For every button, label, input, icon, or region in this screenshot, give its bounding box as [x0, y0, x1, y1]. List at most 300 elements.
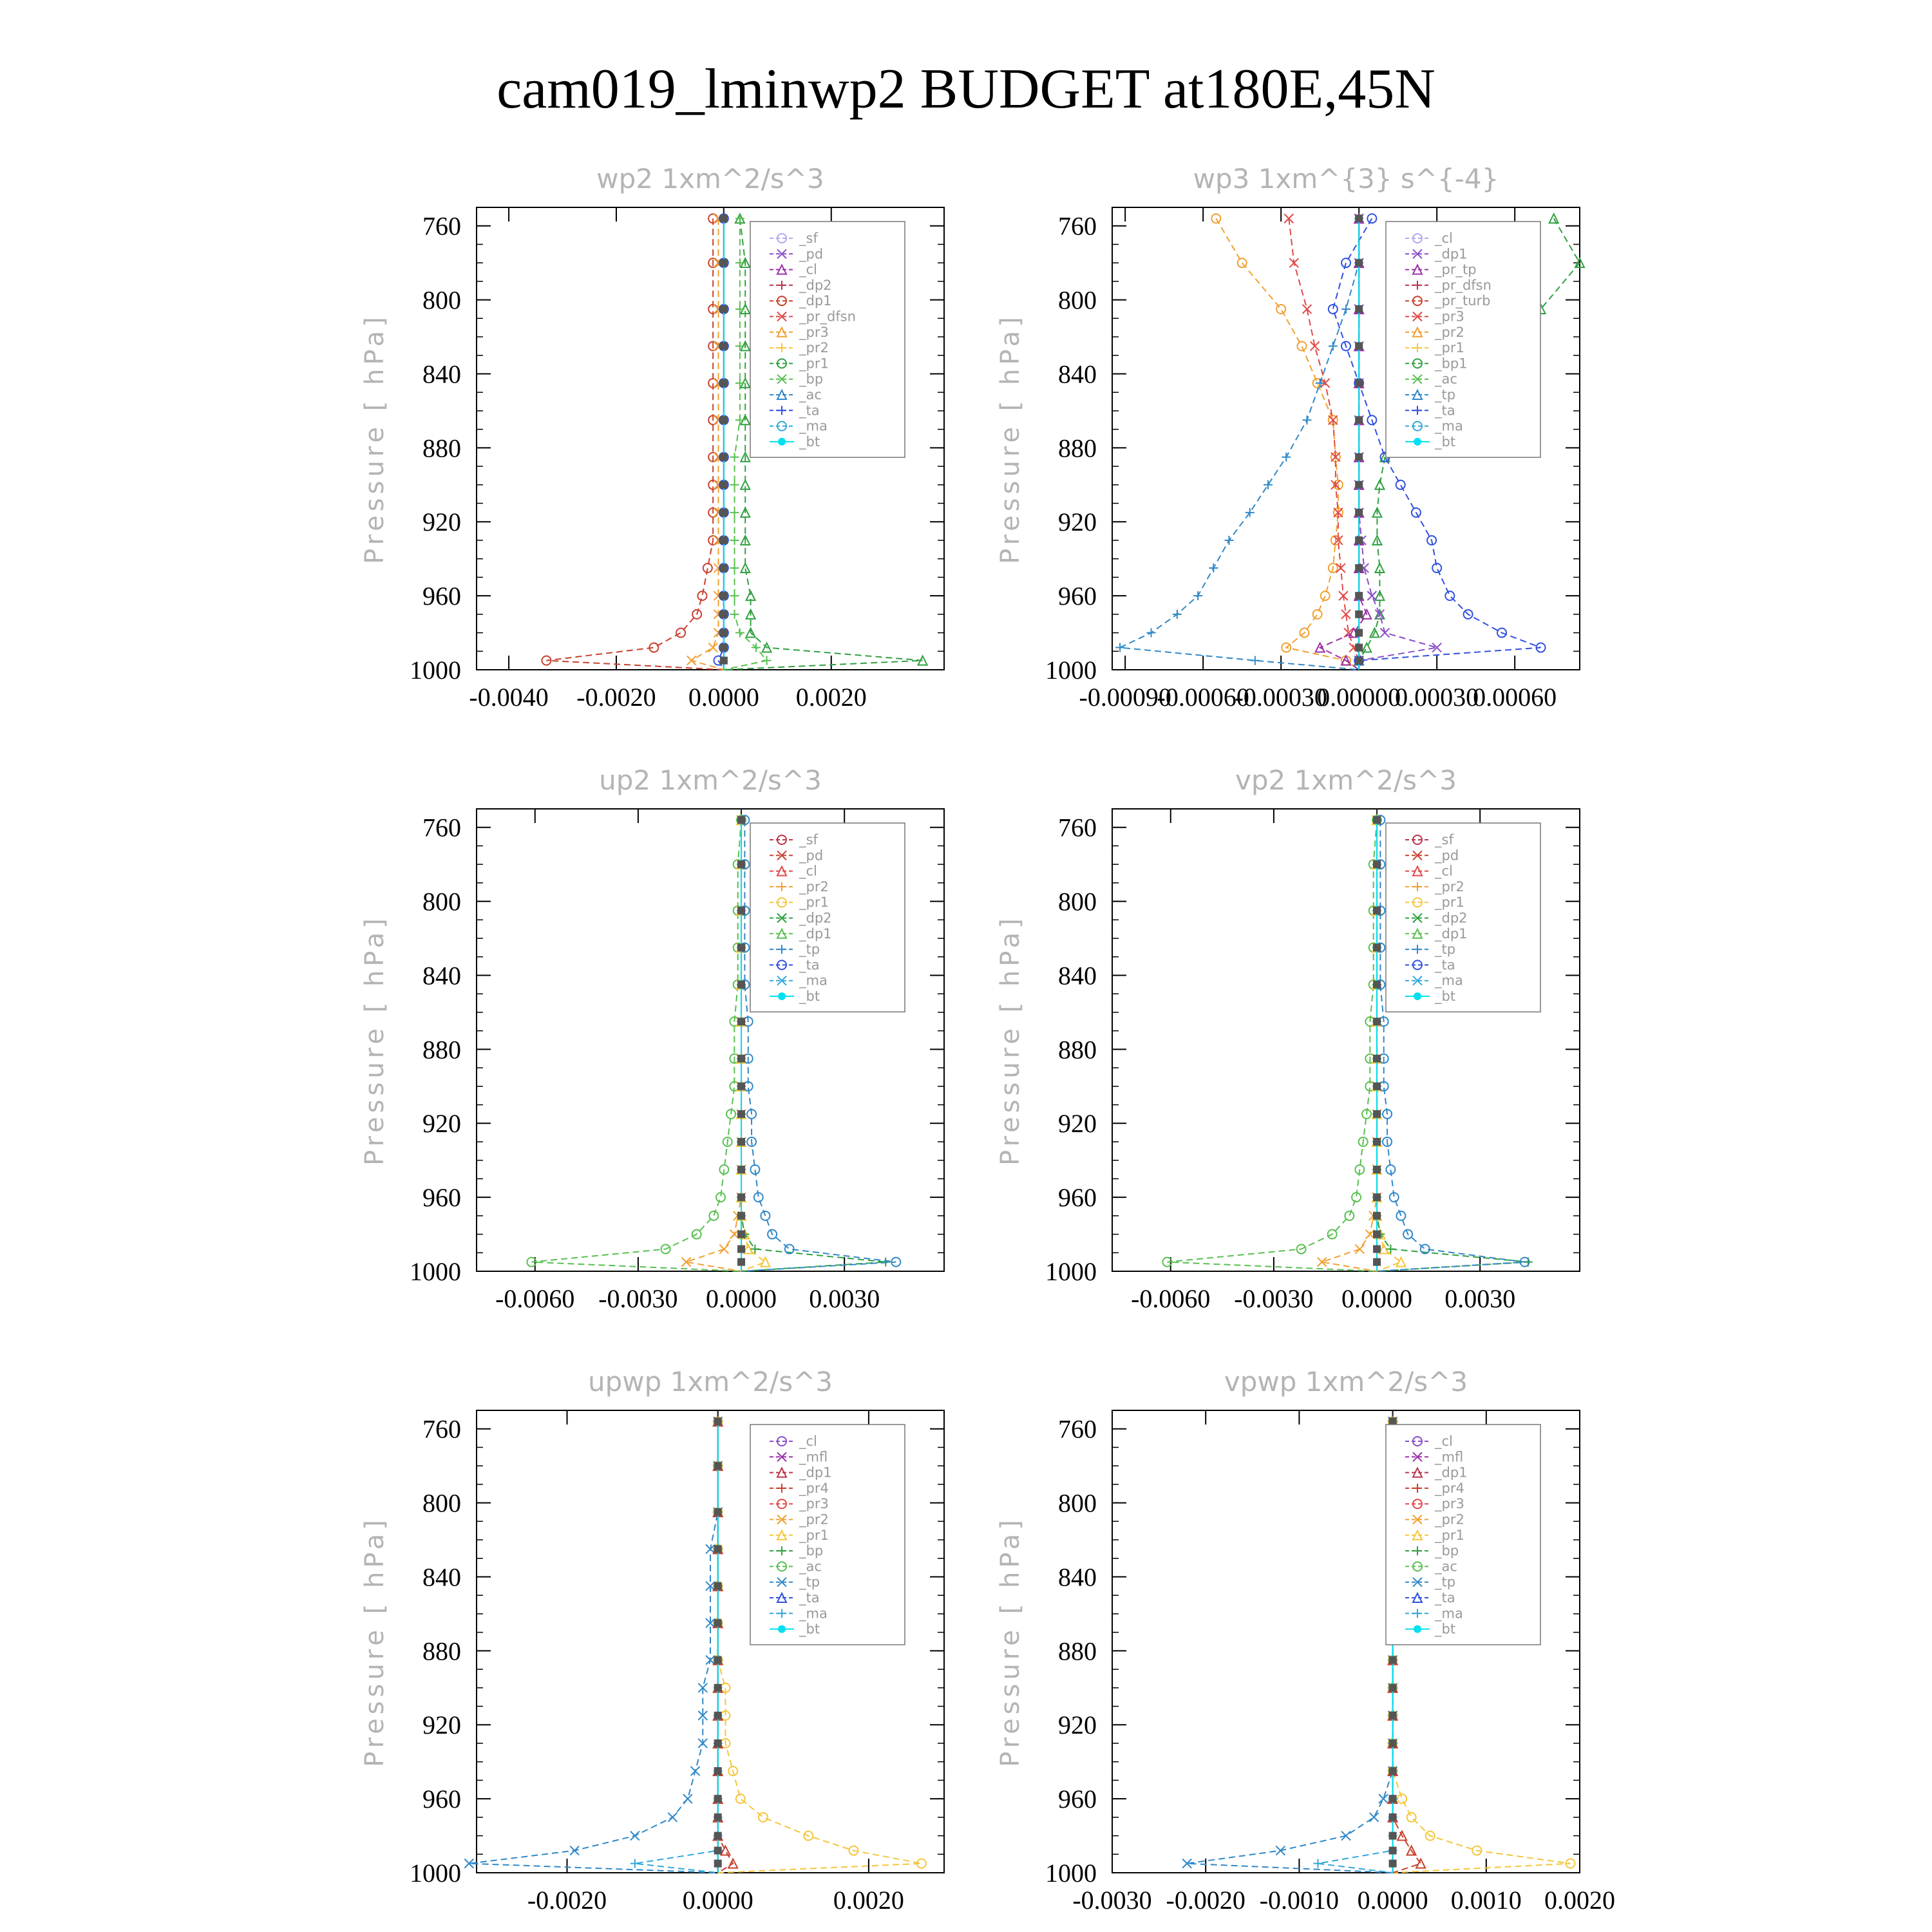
- panel-title: vp2 1xm^2/s^3: [1235, 764, 1457, 796]
- data-point: [1367, 591, 1376, 600]
- data-point: [1355, 453, 1363, 461]
- legend-label: _bp: [799, 1543, 824, 1559]
- data-point: [1355, 644, 1363, 652]
- data-point: [1389, 1847, 1397, 1855]
- data-point: [737, 907, 745, 914]
- x-tick-label: 0.0020: [833, 1886, 904, 1915]
- data-point: [1282, 453, 1291, 462]
- y-tick-label: 1000: [410, 1859, 461, 1888]
- legend-label: _ac: [799, 1558, 822, 1575]
- data-point: [1355, 564, 1363, 572]
- data-point: [720, 379, 728, 387]
- data-point: [720, 536, 728, 544]
- data-point: [714, 1619, 722, 1627]
- series-bt: [714, 1417, 722, 1873]
- data-point: [737, 1258, 745, 1266]
- legend-label: _pr2: [1435, 1511, 1464, 1528]
- data-point: [714, 1417, 722, 1425]
- x-tick-label: 0.0000: [688, 683, 759, 712]
- legend-label: _tp: [799, 1574, 820, 1590]
- y-tick-label: 840: [422, 961, 461, 990]
- series-dp1: [542, 214, 723, 670]
- data-point: [730, 480, 739, 489]
- legend-label: _dp1: [799, 1464, 832, 1481]
- y-axis-label: Pressure [ hPa]: [360, 914, 390, 1166]
- data-point: [1373, 1018, 1381, 1025]
- legend-label: _bt: [1435, 1621, 1456, 1637]
- legend-label: _sf: [1435, 832, 1454, 848]
- data-point: [1115, 643, 1124, 652]
- legend-label: _pr1: [799, 1527, 829, 1543]
- data-point: [1389, 1832, 1397, 1840]
- data-point: [1373, 1258, 1381, 1266]
- figure-title: cam019_lminwp2 BUDGET at180E,45N: [497, 58, 1435, 120]
- data-point: [1276, 305, 1285, 314]
- legend-label: _ta: [1435, 957, 1455, 973]
- legend-label: _dp1: [1435, 1464, 1468, 1481]
- legend-label: _pr3: [1435, 1496, 1464, 1512]
- data-point: [1373, 1231, 1381, 1238]
- data-point: [737, 1166, 745, 1173]
- data-point: [1355, 657, 1363, 665]
- y-tick-label: 840: [1058, 1562, 1097, 1592]
- data-point: [1381, 629, 1390, 638]
- legend-label: _ma: [1435, 1605, 1463, 1622]
- data-point: [714, 1832, 722, 1840]
- y-tick-label: 760: [1058, 813, 1097, 842]
- legend-label: _bt: [799, 989, 820, 1004]
- legend-label: _cl: [1435, 863, 1453, 879]
- data-point: [1238, 258, 1247, 267]
- legend-label: _dp1: [1435, 925, 1468, 942]
- x-tick-label: -0.0060: [1131, 1284, 1211, 1313]
- data-point: [720, 453, 728, 461]
- data-point: [1341, 1832, 1350, 1841]
- series-line: [1167, 820, 1377, 1271]
- data-point: [1389, 1739, 1397, 1747]
- series-tp: [464, 1417, 722, 1873]
- data-point: [1313, 1859, 1322, 1868]
- x-tick-label: 0.00030: [1395, 683, 1479, 712]
- data-point: [714, 1847, 722, 1855]
- data-point: [719, 1245, 728, 1254]
- legend-label: _pr2: [799, 340, 829, 356]
- legend-label: _cl: [799, 261, 817, 278]
- legend-label: _pr_tp: [1435, 261, 1477, 278]
- legend-label: _ma: [799, 1605, 828, 1622]
- data-point: [735, 415, 744, 424]
- data-point: [714, 1462, 722, 1470]
- data-point: [735, 629, 744, 638]
- data-point: [1445, 591, 1454, 600]
- legend-label: _sf: [799, 231, 818, 246]
- x-tick-label: -0.0030: [1234, 1284, 1314, 1313]
- legend-label: _tp: [1435, 1574, 1456, 1590]
- legend-label: _pr4: [799, 1480, 829, 1496]
- series-pr3: [1284, 214, 1363, 670]
- legend-label: _ta: [799, 402, 820, 419]
- data-point: [1251, 656, 1260, 665]
- y-tick-label: 840: [1058, 359, 1097, 389]
- y-tick-label: 1000: [410, 1257, 461, 1286]
- data-point: [720, 629, 728, 637]
- data-point: [737, 1083, 745, 1090]
- data-point: [735, 379, 744, 388]
- panel-title: wp3 1xm^{3} s^{-4}: [1193, 163, 1499, 194]
- panel-6: [996, 1366, 1615, 1915]
- y-tick-label: 840: [1058, 961, 1097, 990]
- legend-label: _sf: [799, 832, 818, 848]
- series-bt: [720, 214, 728, 670]
- series-line: [687, 820, 741, 1271]
- panel-4: [996, 764, 1580, 1313]
- legend-label: _ma: [1435, 972, 1463, 989]
- legend-label: _pr1: [1435, 340, 1464, 356]
- x-tick-label: 0.00060: [1473, 683, 1557, 712]
- data-point: [1416, 1859, 1425, 1868]
- legend-label: _ta: [799, 1590, 820, 1605]
- series-pr4: [714, 1417, 737, 1873]
- legend-label: _dp2: [1435, 910, 1468, 926]
- y-tick-label: 920: [1058, 507, 1097, 537]
- data-point: [1389, 1860, 1397, 1868]
- x-tick-label: -0.0020: [1166, 1886, 1245, 1915]
- y-tick-label: 840: [422, 359, 461, 389]
- y-tick-label: 760: [1058, 1414, 1097, 1444]
- data-point: [1147, 629, 1156, 638]
- legend-label: _bp: [1435, 1543, 1459, 1559]
- legend-label: _tp: [799, 942, 820, 958]
- y-tick-label: 1000: [1045, 1257, 1097, 1286]
- x-tick-label: 0.0010: [1450, 1886, 1522, 1915]
- data-point: [737, 1055, 745, 1063]
- series-tp: [1115, 214, 1363, 670]
- legend-label: _bp: [799, 371, 824, 387]
- data-point: [1373, 816, 1381, 824]
- y-tick-label: 920: [422, 1710, 461, 1740]
- x-tick-label: -0.00060: [1157, 683, 1249, 712]
- data-point: [1209, 564, 1218, 573]
- data-point: [1389, 1684, 1397, 1692]
- data-point: [1341, 305, 1350, 314]
- series-line: [692, 218, 724, 670]
- data-point: [1373, 1193, 1381, 1201]
- data-point: [720, 416, 728, 424]
- data-point: [1373, 1166, 1381, 1173]
- x-tick-label: 0.0000: [1357, 1886, 1428, 1915]
- y-axis-label: Pressure [ hPa]: [996, 1516, 1025, 1767]
- legend-label: _dp2: [799, 910, 832, 926]
- data-point: [720, 305, 728, 313]
- data-point: [1355, 416, 1363, 424]
- data-point: [1389, 1712, 1397, 1719]
- data-point: [1276, 1846, 1285, 1855]
- legend-label: _bt: [1435, 433, 1456, 450]
- panel-title: vpwp 1xm^2/s^3: [1224, 1366, 1468, 1397]
- legend-label: _pr1: [1435, 1527, 1464, 1543]
- y-tick-label: 800: [1058, 285, 1097, 315]
- series-ta: [714, 214, 728, 670]
- y-tick-label: 920: [1058, 1710, 1097, 1740]
- data-point: [737, 1231, 745, 1238]
- legend-marker: [778, 1625, 786, 1633]
- legend-label: _cl: [1435, 231, 1453, 246]
- series-line: [635, 1421, 718, 1873]
- legend-label: _pr2: [1435, 324, 1464, 340]
- data-point: [735, 341, 744, 350]
- y-tick-label: 800: [422, 1488, 461, 1518]
- y-tick-label: 800: [1058, 1488, 1097, 1518]
- legend-label: _cl: [799, 1434, 817, 1449]
- data-point: [1370, 1813, 1379, 1822]
- legend-marker: [778, 438, 786, 446]
- data-point: [668, 1813, 677, 1822]
- data-point: [1303, 415, 1312, 424]
- data-point: [714, 1767, 722, 1775]
- x-tick-label: -0.00090: [1079, 683, 1171, 712]
- legend-label: _ac: [799, 387, 822, 402]
- series-dp1: [527, 815, 746, 1271]
- data-point: [1316, 379, 1325, 388]
- y-axis-label: Pressure [ hPa]: [996, 313, 1025, 564]
- legend-label: _ta: [1435, 1590, 1455, 1605]
- data-point: [737, 1245, 745, 1253]
- data-point: [1389, 1656, 1397, 1664]
- legend-label: _pr3: [1435, 308, 1464, 325]
- legend-label: _cl: [1435, 1434, 1453, 1449]
- data-point: [720, 564, 728, 572]
- data-point: [720, 214, 728, 222]
- data-point: [1355, 611, 1363, 618]
- x-tick-label: -0.0040: [469, 683, 549, 712]
- data-point: [714, 1545, 722, 1553]
- data-point: [630, 1832, 639, 1841]
- legend-marker: [1414, 992, 1421, 1000]
- y-tick-label: 1000: [1045, 656, 1097, 685]
- data-point: [1311, 341, 1320, 350]
- data-point: [735, 258, 744, 267]
- data-point: [1355, 379, 1363, 387]
- data-point: [720, 657, 728, 665]
- data-point: [720, 509, 728, 516]
- series-line: [1322, 820, 1377, 1271]
- data-point: [720, 592, 728, 600]
- legend-label: _pr3: [799, 324, 829, 340]
- series-line: [718, 1421, 733, 1873]
- data-point: [730, 508, 739, 517]
- data-point: [1355, 592, 1363, 600]
- data-point: [730, 610, 739, 619]
- data-point: [1397, 1794, 1406, 1803]
- data-point: [1362, 643, 1371, 652]
- legend-label: _ta: [1435, 402, 1455, 419]
- data-point: [1389, 1814, 1397, 1821]
- data-point: [1373, 907, 1381, 914]
- data-point: [1303, 305, 1312, 314]
- data-point: [1345, 1211, 1354, 1220]
- data-point: [1396, 480, 1405, 489]
- data-point: [762, 656, 772, 665]
- data-point: [1407, 1813, 1416, 1822]
- data-point: [676, 629, 685, 638]
- y-tick-label: 1000: [1045, 1859, 1097, 1888]
- x-tick-label: 0.0000: [1341, 1284, 1413, 1313]
- data-point: [737, 1110, 745, 1118]
- legend-marker: [778, 992, 786, 1000]
- data-point: [737, 981, 745, 989]
- data-point: [1389, 1767, 1397, 1775]
- series-line: [546, 218, 723, 670]
- legend-label: _mfl: [799, 1449, 828, 1465]
- panel-title: wp2 1xm^2/s^3: [596, 163, 824, 194]
- x-tick-label: -0.0020: [576, 683, 656, 712]
- legend-label: _pd: [799, 246, 824, 262]
- data-point: [737, 1193, 745, 1201]
- data-point: [714, 1656, 722, 1664]
- legend-label: _tp: [1435, 387, 1456, 402]
- x-tick-label: -0.0030: [1072, 1886, 1152, 1915]
- legend-label: _pr2: [799, 1511, 829, 1528]
- series-line: [1320, 218, 1367, 670]
- y-tick-label: 800: [422, 285, 461, 315]
- series-pr_tp: [1316, 214, 1372, 670]
- legend-label: _pr3: [799, 1496, 829, 1512]
- y-tick-label: 880: [422, 433, 461, 463]
- legend-label: _ma: [799, 972, 828, 989]
- y-tick-label: 960: [1058, 1183, 1097, 1213]
- x-tick-label: -0.0020: [527, 1886, 607, 1915]
- y-tick-label: 880: [422, 1636, 461, 1666]
- y-tick-label: 760: [1058, 211, 1097, 241]
- legend-label: _dp2: [799, 277, 832, 293]
- data-point: [730, 591, 739, 600]
- y-tick-label: 880: [1058, 1636, 1097, 1666]
- data-point: [714, 1684, 722, 1692]
- data-point: [1225, 536, 1234, 545]
- data-point: [1355, 509, 1363, 516]
- y-tick-label: 920: [422, 507, 461, 537]
- legend-label: _bt: [799, 433, 820, 450]
- panel-2: [996, 163, 1584, 712]
- data-point: [730, 536, 739, 545]
- data-point: [736, 1794, 745, 1803]
- x-tick-label: -0.00030: [1235, 683, 1327, 712]
- data-point: [708, 643, 717, 652]
- series-pr2: [682, 815, 746, 1271]
- data-point: [737, 816, 745, 824]
- legend-label: _ta: [799, 957, 820, 973]
- panel-1: [360, 163, 944, 712]
- data-point: [720, 481, 728, 489]
- series-line: [531, 820, 741, 1271]
- data-point: [691, 1766, 700, 1776]
- series-dp1: [1162, 815, 1381, 1271]
- data-point: [1373, 1055, 1381, 1063]
- legend-label: _ac: [1435, 371, 1457, 387]
- legend-label: _pr1: [1435, 895, 1464, 911]
- legend-label: _pr4: [1435, 1480, 1464, 1496]
- series-pr3: [687, 214, 724, 670]
- y-tick-label: 920: [422, 1109, 461, 1139]
- data-point: [1355, 629, 1363, 637]
- data-point: [683, 1794, 692, 1803]
- data-point: [1373, 1245, 1381, 1253]
- y-axis-label: Pressure [ hPa]: [360, 313, 390, 564]
- data-point: [1321, 591, 1330, 600]
- legend-label: _pr1: [799, 895, 829, 911]
- legend-label: _pr2: [1435, 878, 1464, 895]
- x-tick-label: 0.0030: [1444, 1284, 1516, 1313]
- data-point: [730, 564, 739, 573]
- data-point: [1355, 1245, 1364, 1254]
- legend-label: _dp1: [1435, 246, 1468, 262]
- legend-label: _pr_turb: [1435, 293, 1491, 309]
- data-point: [1373, 1212, 1381, 1220]
- series-line: [1318, 1421, 1392, 1873]
- y-tick-label: 1000: [410, 656, 461, 685]
- y-tick-label: 800: [1058, 887, 1097, 916]
- data-point: [1373, 860, 1381, 868]
- data-point: [1373, 1110, 1381, 1118]
- legend-marker: [1414, 1625, 1421, 1633]
- data-point: [1355, 536, 1363, 544]
- y-tick-label: 960: [422, 582, 461, 611]
- legend-label: _pr2: [799, 878, 829, 895]
- legend-label: _pr1: [799, 355, 829, 372]
- series-bt: [737, 816, 745, 1271]
- data-point: [737, 1018, 745, 1025]
- legend-marker: [1414, 438, 1421, 446]
- legend-label: _mfl: [1435, 1449, 1464, 1465]
- series-tp: [1182, 1417, 1397, 1873]
- legend-label: _pr_dfsn: [799, 308, 856, 325]
- legend-label: _dp1: [799, 925, 832, 942]
- x-tick-label: 0.0020: [795, 683, 867, 712]
- data-point: [714, 1582, 722, 1590]
- data-point: [630, 1859, 639, 1868]
- data-point: [1264, 480, 1273, 489]
- series-line: [1187, 1421, 1392, 1873]
- data-point: [1355, 214, 1363, 222]
- data-point: [1313, 610, 1322, 619]
- series-line: [1216, 218, 1359, 670]
- y-tick-label: 880: [1058, 1035, 1097, 1065]
- y-tick-label: 800: [422, 887, 461, 916]
- data-point: [737, 860, 745, 868]
- data-point: [730, 453, 739, 462]
- x-tick-label: -0.0010: [1259, 1886, 1340, 1915]
- series-bt: [1373, 816, 1381, 1271]
- legend-label: _bt: [799, 1621, 820, 1637]
- data-point: [1355, 305, 1363, 313]
- x-tick-label: -0.0030: [598, 1284, 678, 1313]
- series-pr2: [1318, 815, 1381, 1271]
- data-point: [1373, 981, 1381, 989]
- legend-label: _bt: [1435, 989, 1456, 1004]
- data-point: [737, 943, 745, 951]
- y-axis-label: Pressure [ hPa]: [996, 914, 1025, 1166]
- y-tick-label: 760: [422, 813, 461, 842]
- y-tick-label: 960: [422, 1183, 461, 1213]
- series-pr2: [1211, 214, 1359, 670]
- data-point: [1373, 1083, 1381, 1090]
- data-point: [720, 644, 728, 652]
- legend-label: _pr_dfsn: [1435, 277, 1492, 293]
- data-point: [737, 1212, 745, 1220]
- panel-title: up2 1xm^2/s^3: [599, 764, 822, 796]
- data-point: [1355, 342, 1363, 350]
- series-ma: [1313, 1417, 1397, 1873]
